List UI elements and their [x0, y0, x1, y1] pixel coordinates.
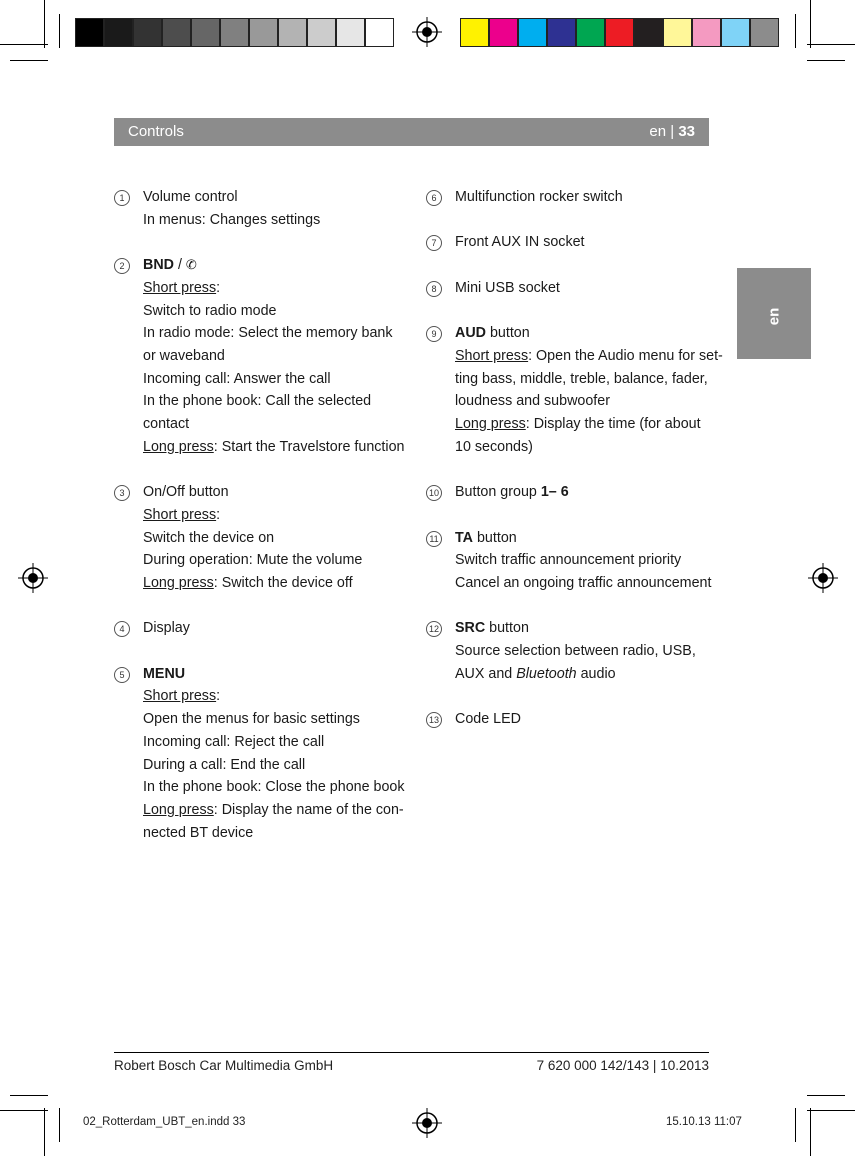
item-line [143, 527, 413, 550]
item-line [143, 572, 413, 595]
list-item [143, 617, 413, 640]
color-swatch [576, 18, 605, 47]
phone-icon: ✆ [185, 257, 197, 273]
item-text: : Start the Travelstore function [213, 438, 405, 455]
item-text: loudness and subwoofer [455, 393, 610, 410]
color-swatch [547, 18, 576, 47]
item-text: MENU [143, 665, 186, 682]
color-swatch [605, 18, 634, 47]
item-text: : [216, 688, 221, 705]
page-header [114, 118, 709, 146]
item-text: Display [143, 620, 190, 637]
item-text: Button group [455, 484, 541, 501]
item-text: : [216, 279, 221, 296]
item-text: Cancel an ongoing traffic announcement [455, 574, 712, 591]
list-item [143, 481, 413, 595]
slug-file: 02_Rotterdam_UBT_en.indd 33 [83, 1116, 246, 1128]
color-swatch [518, 18, 547, 47]
item-text: audio [576, 665, 616, 682]
list-item [455, 277, 725, 300]
item-line [143, 822, 413, 845]
item-text: 10 seconds) [455, 438, 533, 455]
item-text: Open the menus for basic settings [143, 711, 360, 728]
list-item [143, 663, 413, 845]
gray-swatch [162, 18, 191, 47]
list-item [455, 481, 725, 504]
section-title: Controls [128, 123, 184, 140]
list-item [143, 186, 413, 231]
item-text: SRC [455, 620, 486, 637]
item-text: ting bass, middle, treble, balance, fader, [455, 370, 708, 387]
item-text: nected BT device [143, 824, 254, 841]
item-line [143, 390, 413, 413]
gray-swatch [220, 18, 249, 47]
gray-swatch [133, 18, 162, 47]
color-swatch [634, 18, 663, 47]
item-line [143, 300, 413, 323]
item-text: AUX and [455, 665, 517, 682]
item-line [143, 436, 413, 459]
item-text: : [216, 506, 221, 523]
list-item [455, 617, 725, 685]
item-text: Short press [455, 347, 529, 364]
item-text: Long press [143, 438, 214, 455]
item-line [143, 481, 413, 504]
item-line [143, 186, 413, 209]
item-line [143, 345, 413, 368]
color-swatch [460, 18, 489, 47]
item-text: Incoming call: Reject the call [143, 733, 325, 750]
color-swatch [750, 18, 779, 47]
item-number: 4 [114, 621, 130, 637]
color-swatch [489, 18, 518, 47]
list-item [455, 231, 725, 254]
item-line [143, 368, 413, 391]
item-line [455, 708, 725, 731]
item-text: Short press [143, 688, 217, 705]
item-line [455, 572, 725, 595]
item-line [143, 776, 413, 799]
language-tab-label: en [765, 307, 783, 326]
item-number: 6 [426, 190, 442, 206]
item-number: 13 [426, 712, 442, 728]
gray-swatch [336, 18, 365, 47]
item-number: 10 [426, 485, 442, 501]
list-item [455, 527, 725, 595]
item-text: TA [455, 529, 473, 546]
item-text: Front AUX IN socket [455, 234, 585, 251]
registration-mark-icon [412, 17, 442, 47]
page-number: en | 33 [649, 123, 695, 140]
item-number: 1 [114, 190, 130, 206]
item-line [143, 708, 413, 731]
item-text: : Display the time (for about [525, 416, 701, 432]
item-line [143, 413, 413, 436]
item-text: In the phone book: Call the selected [143, 393, 372, 410]
list-item [455, 186, 725, 209]
item-number: 2 [114, 258, 130, 274]
item-text: : Open the Audio menu for set- [528, 347, 723, 364]
item-line [143, 799, 413, 822]
color-swatch [663, 18, 692, 47]
item-text: Multifunction rocker switch [455, 189, 623, 205]
gray-swatch [104, 18, 133, 47]
gray-swatch [249, 18, 278, 47]
color-swatch [721, 18, 750, 47]
item-text: Code LED [455, 711, 521, 728]
item-text: Short press [143, 506, 217, 523]
item-text: During operation: Mute the volume [143, 552, 363, 569]
item-text: Incoming call: Answer the call [143, 370, 331, 387]
item-text: or waveband [143, 347, 225, 364]
item-line [455, 345, 725, 368]
list-item [455, 322, 725, 458]
item-text: / [173, 257, 186, 274]
item-line [143, 731, 413, 754]
footer-company: Robert Bosch Car Multimedia GmbH [114, 1058, 334, 1073]
gray-swatch [365, 18, 394, 47]
item-line [143, 322, 413, 345]
registration-mark-icon [412, 1108, 442, 1138]
gray-swatch [191, 18, 220, 47]
item-line [143, 277, 413, 300]
item-text: Switch the device on [143, 529, 275, 546]
item-line [143, 549, 413, 572]
item-line [455, 186, 725, 209]
item-line [455, 277, 725, 300]
item-text: Long press [143, 574, 214, 591]
item-text: Source selection between radio, USB, [455, 643, 696, 659]
item-text: contact [143, 416, 190, 433]
slug-date: 15.10.13 11:07 [666, 1116, 742, 1128]
footer-rule [114, 1052, 709, 1053]
color-swatch [692, 18, 721, 47]
item-text: Long press [455, 416, 526, 432]
item-line [143, 209, 413, 232]
item-text: button [473, 529, 517, 546]
item-line [455, 549, 725, 572]
item-line [455, 413, 725, 436]
registration-mark-icon [808, 563, 838, 593]
item-line [455, 527, 725, 550]
item-line [455, 617, 725, 640]
item-text: Volume control [143, 189, 238, 205]
gray-swatch [75, 18, 104, 47]
item-line [143, 504, 413, 527]
item-number: 3 [114, 485, 130, 501]
item-text: On/Off button [143, 484, 229, 501]
item-text: Bluetooth [516, 665, 577, 682]
registration-mark-icon [18, 563, 48, 593]
item-line [143, 754, 413, 777]
item-line [455, 481, 725, 504]
item-text: In the phone book: Close the phone book [143, 779, 405, 796]
item-number: 9 [426, 326, 442, 342]
item-line [455, 231, 725, 254]
list-item [143, 254, 413, 458]
item-text: Switch to radio mode [143, 302, 277, 319]
item-line [455, 436, 725, 459]
item-text: Short press [143, 279, 217, 296]
item-text: AUD [455, 325, 486, 342]
item-line [143, 254, 413, 277]
item-text: Long press [143, 801, 214, 818]
item-text: BND [143, 257, 174, 274]
item-number: 12 [426, 621, 442, 637]
item-number: 11 [426, 531, 442, 547]
item-text: button [485, 325, 530, 342]
list-item [455, 708, 725, 731]
item-line [143, 617, 413, 640]
language-tab [737, 268, 811, 359]
item-text: During a call: End the call [143, 756, 306, 773]
item-text: Switch traffic announcement priority [455, 552, 682, 569]
item-text: Mini USB socket [455, 279, 560, 296]
item-number: 5 [114, 667, 130, 683]
item-text: button [485, 620, 529, 637]
item-text: In radio mode: Select the memory bank [143, 325, 393, 342]
item-text: : Display the name of the con- [213, 801, 404, 818]
item-line [455, 322, 725, 345]
item-line [455, 390, 725, 413]
item-text: : Switch the device off [213, 574, 353, 591]
item-line [455, 663, 725, 686]
item-line [143, 685, 413, 708]
item-line [455, 368, 725, 391]
item-text: In menus: Changes settings [143, 211, 321, 228]
footer-doc-number: 7 620 000 142/143 | 10.2013 [536, 1058, 709, 1073]
gray-swatch [307, 18, 336, 47]
item-text: 1– 6 [540, 484, 569, 501]
item-line [143, 663, 413, 686]
item-number: 8 [426, 281, 442, 297]
item-number: 7 [426, 235, 442, 251]
gray-swatch [278, 18, 307, 47]
item-line [455, 640, 725, 663]
